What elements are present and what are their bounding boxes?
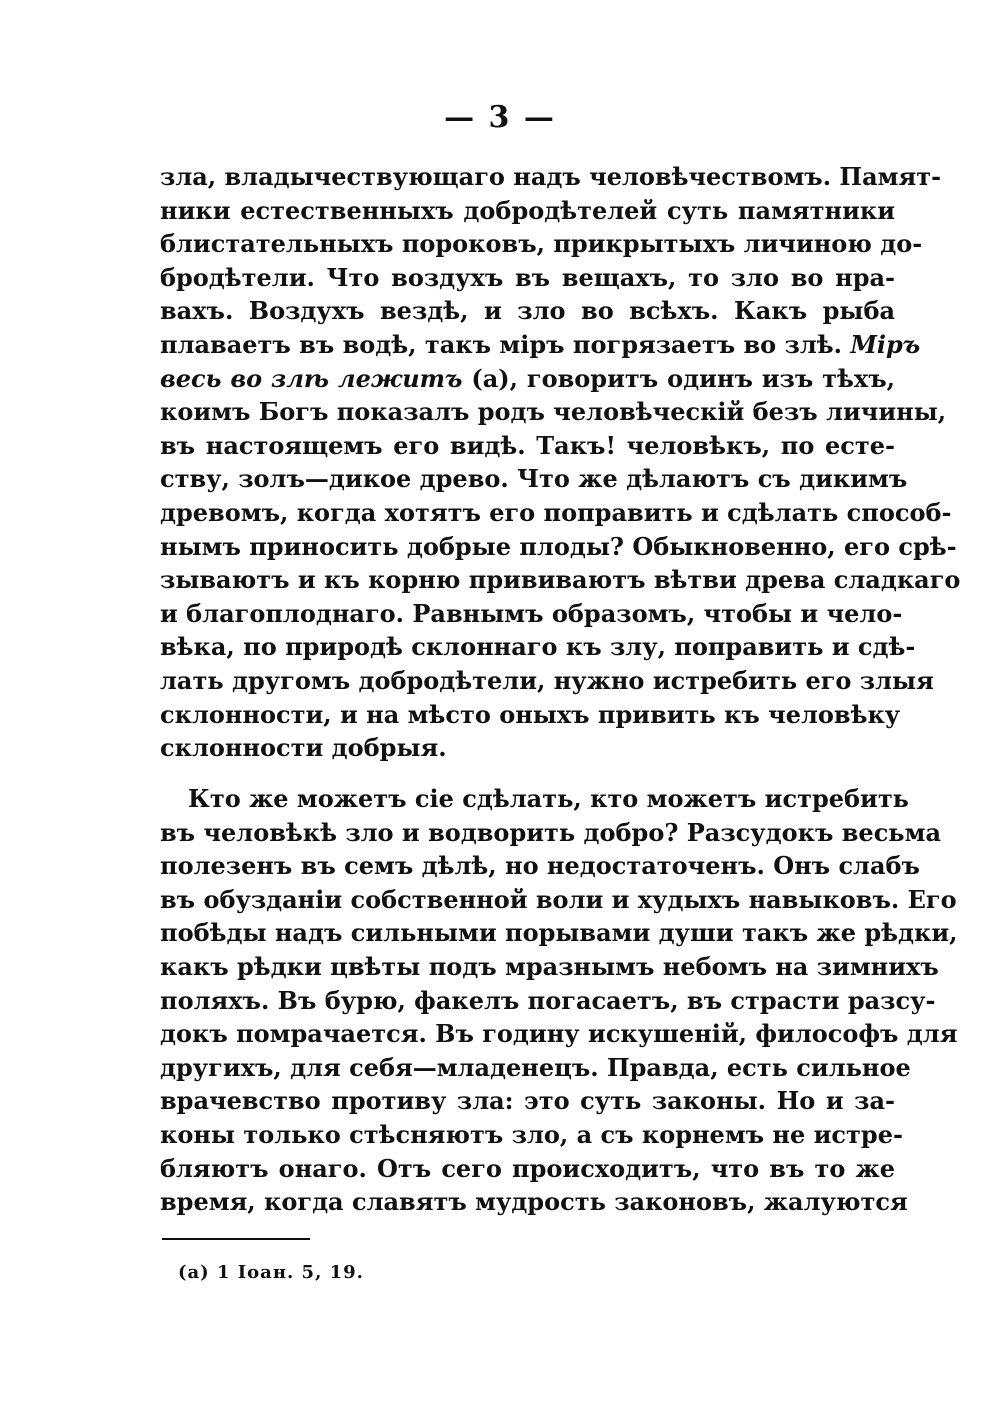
paragraph-2 (160, 782, 958, 1219)
text-line: въ человѣкѣ зло и водворить добро? Разсудокъ весьма (160, 817, 941, 847)
text-line-with-quote-end (160, 362, 895, 396)
footnote: (а) 1 Іоан. 5, 19. (178, 1262, 364, 1283)
text-line: ники естественныхъ добродѣтелей суть памятники (160, 195, 895, 225)
scripture-quote: весь во злѣ лежитъ (160, 363, 463, 393)
text-line: докъ помрачается. Въ годину искушеній, философъ для (160, 1019, 958, 1049)
text-line: поляхъ. Въ бурю, факелъ погасаетъ, въ страсти разсу- (160, 985, 936, 1015)
footnote-divider (162, 1238, 310, 1240)
text-line: зла, владычествующаго надъ человѣчествомъ. Памят- (160, 162, 942, 191)
text-line: какъ рѣдки цвѣты подъ мразнымъ небомъ на зимнихъ (160, 951, 939, 981)
scripture-quote: Міръ (850, 329, 921, 359)
text-line: древомъ, когда хотятъ его поправить и сдѣлать способ- (160, 497, 952, 527)
text-line: зываютъ и къ корню прививаютъ вѣтви древа сладкаго (160, 565, 961, 595)
text-line-with-quote-start (160, 328, 921, 362)
text-line: Кто же можетъ сіе сдѣлать, кто можетъ истребить (188, 784, 909, 813)
text-line: склонности, и на мѣсто оныхъ привить къ человѣку (160, 699, 901, 729)
text-line: блистательныхъ пороковъ, прикрытыхъ личиною до- (160, 229, 923, 259)
text-line: бляютъ онаго. Отъ сего происходитъ, что въ то же (160, 1153, 895, 1183)
text-line: полезенъ въ семъ дѣлѣ, но недостаточенъ. Онъ слабъ (160, 851, 920, 881)
text-line: и благоплоднаго. Равнымъ образомъ, чтобы и чело- (160, 598, 903, 628)
text-line: время, когда славятъ мудрость законовъ, жалуются (160, 1187, 908, 1217)
text-line: въ настоящемъ его видѣ. Такъ! человѣкъ, по есте- (160, 430, 895, 460)
text-line: нымъ приносить добрые плоды? Обыкновенно, его срѣ- (160, 531, 957, 561)
text-line-segment: (а), говоритъ одинъ изъ тѣхъ, (471, 363, 895, 393)
text-line: склонности добрыя. (160, 733, 447, 763)
text-line: лать другомъ добродѣтели, нужно истребить его злыя (160, 665, 934, 695)
page-number: — 3 — (444, 100, 556, 135)
paragraph-1 (160, 160, 961, 765)
text-line: побѣды надъ сильными порывами души такъ же рѣдки, (160, 918, 958, 948)
text-line: вахъ. Воздухъ вездѣ, и зло во всѣхъ. Какъ рыба (160, 296, 895, 326)
text-line: коимъ Богъ показалъ родъ человѣческій безъ личины, (160, 397, 947, 427)
text-line: ству, золъ—дикое древо. Что же дѣлаютъ съ дикимъ (160, 464, 908, 494)
text-line: бродѣтели. Что воздухъ въ вещахъ, то зло во нра- (160, 262, 895, 292)
text-line: вѣка, по природѣ склоннаго къ злу, поправить и сдѣ- (160, 632, 916, 662)
text-line: коны только стѣсняютъ зло, а съ корнемъ не истре- (160, 1119, 903, 1149)
text-line-segment: плаваетъ въ водѣ, такъ міръ погрязаетъ во злѣ. (160, 329, 842, 359)
text-line: другихъ, для себя—младенецъ. Правда, есть сильное (160, 1052, 911, 1082)
text-line: врачевство противу зла: это суть законы. Но и за- (160, 1086, 895, 1116)
text-line: въ обузданіи собственной воли и худыхъ навыковъ. Его (160, 884, 957, 914)
